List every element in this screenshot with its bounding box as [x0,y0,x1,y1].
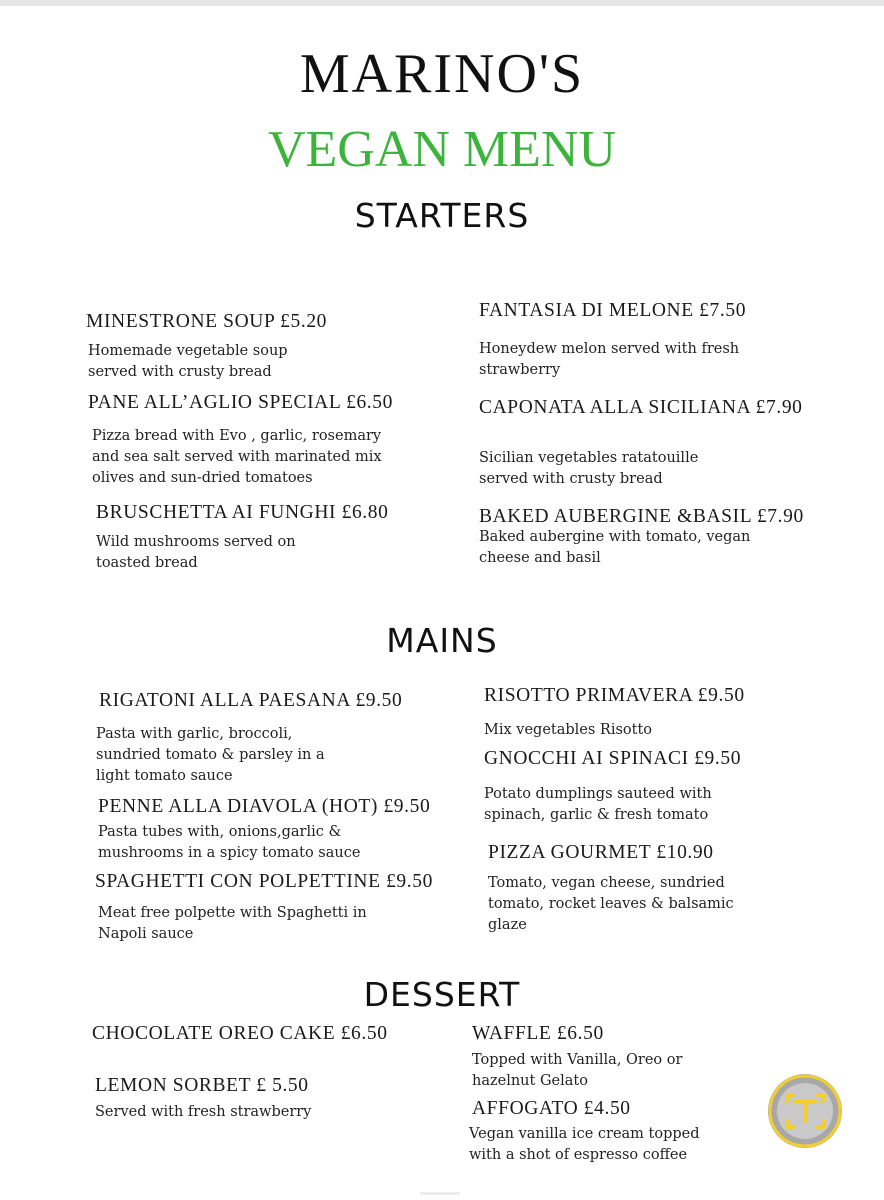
menu-item-title: CAPONATA ALLA SICILIANA £7.90 [479,397,803,418]
menu-item-description: Topped with Vanilla, Oreo or hazelnut Gelato [472,1052,683,1089]
menu-title: VEGAN MENU [267,121,617,178]
menu-item-description: Vegan vanilla ice cream topped with a shot of espresso coffee [469,1126,700,1163]
menu-item-title: RIGATONI ALLA PAESANA £9.50 [99,690,403,711]
menu-item-description: Pizza bread with Evo , garlic, rosemary and sea salt served with marinated mix olives and sun-dried tomatoes [92,428,382,486]
menu-item-description: Potato dumplings sauteed with spinach, garlic & fresh tomato [484,786,712,823]
footer-divider [420,1192,460,1195]
menu-item-description: Wild mushrooms served on toasted bread [96,534,296,571]
menu-item-description: Pasta tubes with, onions,garlic & mushrooms in a spicy tomato sauce [98,824,361,861]
menu-item-title: LEMON SORBET £ 5.50 [95,1075,309,1096]
translate-scan-badge[interactable] [768,1074,842,1148]
menu-item-description: Baked aubergine with tomato, vegan cheese and basil [479,529,751,566]
menu-item-description: Sicilian vegetables ratatouille served with crusty bread [479,450,699,487]
menu-item-title: BAKED AUBERGINE &BASIL £7.90 [479,506,804,527]
section-heading-dessert: DESSERT [363,975,521,1014]
menu-item-description: Homemade vegetable soup served with crusty bread [88,343,288,380]
menu-item-title: GNOCCHI AI SPINACI £9.50 [484,748,742,769]
menu-item-description: Honeydew melon served with fresh strawberry [479,341,740,378]
section-heading-mains: MAINS [386,621,498,660]
menu-item-title: WAFFLE £6.50 [472,1023,604,1044]
menu-item-title: PANE ALL’AGLIO SPECIAL £6.50 [88,392,393,413]
menu-item-title: RISOTTO PRIMAVERA £9.50 [484,685,745,706]
menu-item-title: BRUSCHETTA AI FUNGHI £6.80 [96,502,389,523]
menu-item-description: Tomato, vegan cheese, sundried tomato, rocket leaves & balsamic glaze [488,875,734,933]
menu-item-description: Mix vegetables Risotto [484,722,653,738]
menu-item-title: AFFOGATO £4.50 [472,1098,631,1119]
restaurant-name: MARINO'S [299,43,585,105]
menu-item-title: FANTASIA DI MELONE £7.50 [479,300,747,321]
menu-item-description: Meat free polpette with Spaghetti in Napoli sauce [98,905,367,942]
menu-item-title: PENNE ALLA DIAVOLA (HOT) £9.50 [98,796,431,817]
top-divider [0,0,884,6]
t-scan-icon [768,1074,842,1148]
menu-item-title: PIZZA GOURMET £10.90 [488,842,714,863]
section-heading-starters: STARTERS [354,196,530,235]
menu-item-description: Pasta with garlic, broccoli, sundried tomato & parsley in a light tomato sauce [96,726,325,784]
menu-item-title: CHOCOLATE OREO CAKE £6.50 [92,1023,388,1044]
menu-item-title: SPAGHETTI CON POLPETTINE £9.50 [95,871,433,892]
menu-item-description: Served with fresh strawberry [95,1104,312,1120]
menu-item-title: MINESTRONE SOUP £5.20 [86,311,328,332]
